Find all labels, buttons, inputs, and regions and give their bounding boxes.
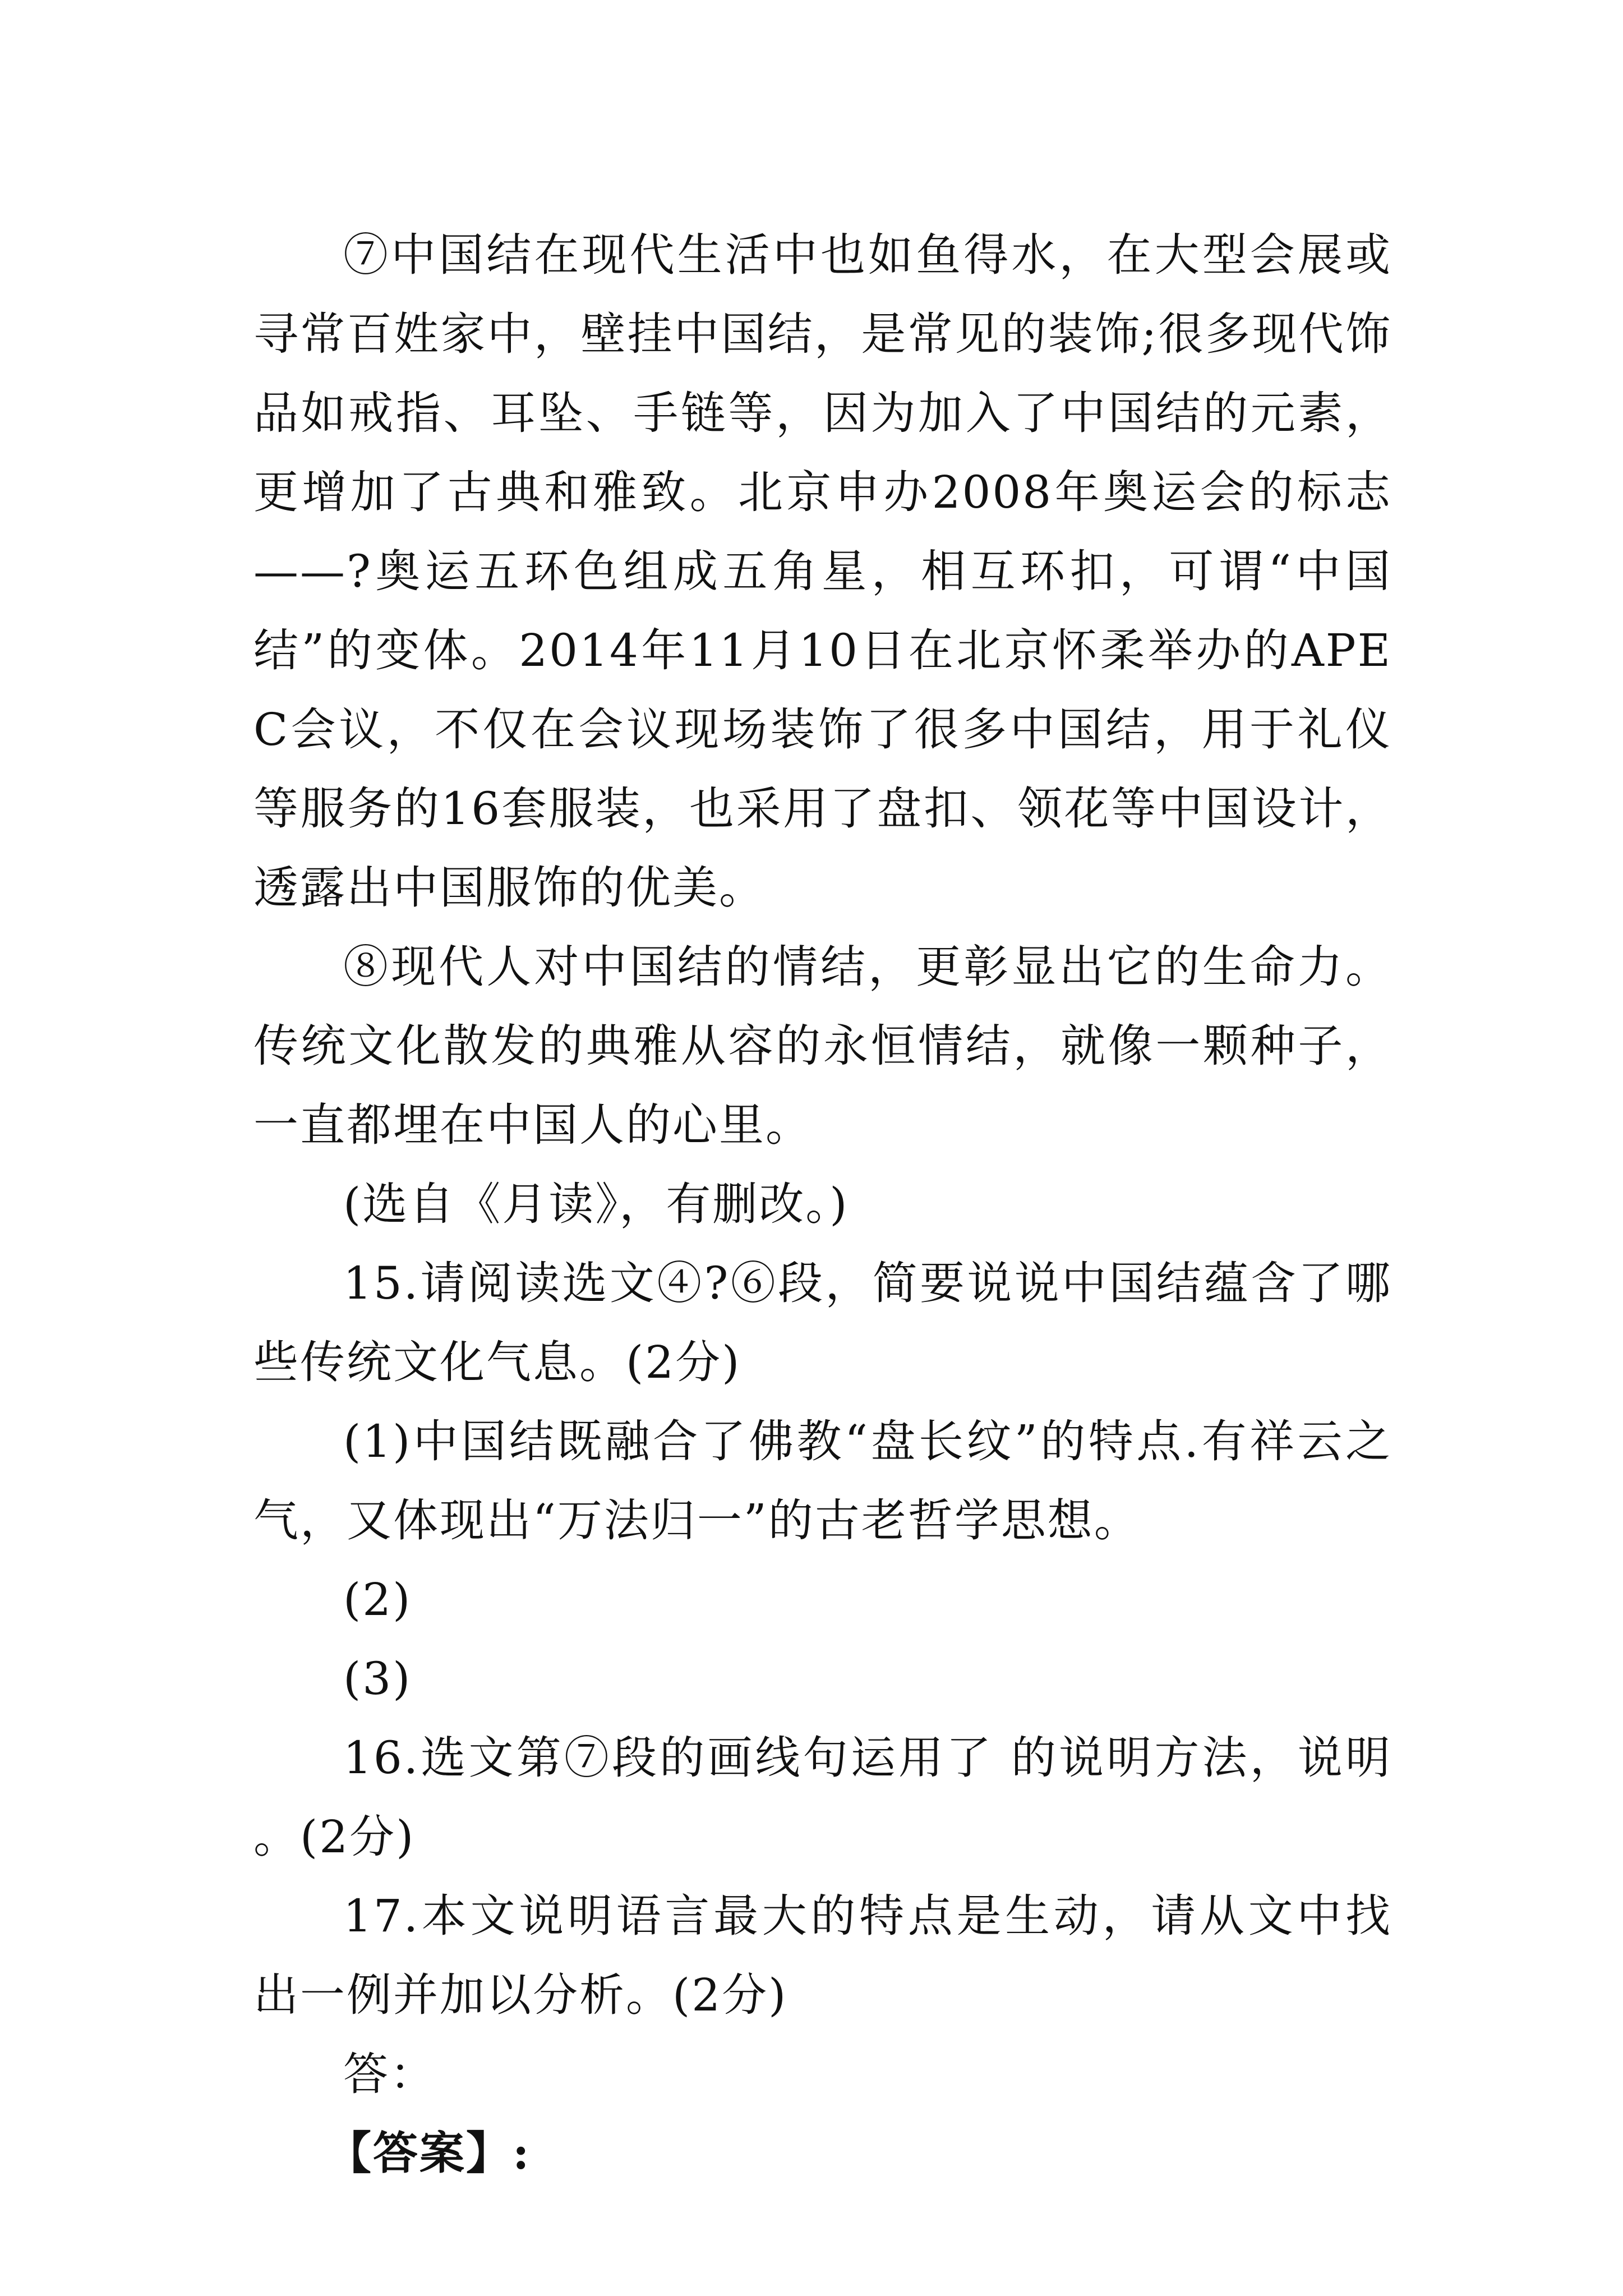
- source-note: (选自《月读》，有删改。): [343, 1178, 849, 1230]
- question-15-answer-2: (2): [343, 1573, 412, 1626]
- question-16: 16.选文第⑦段的画线句运用了 的说明方法，说明 。(2分): [253, 1732, 1392, 1863]
- question-15-answer-3: (3): [343, 1653, 412, 1705]
- answer-prompt: 答：: [343, 2048, 436, 2100]
- answer-label: 【答案】:: [326, 2127, 531, 2179]
- question-17: 17.本文说明语言最大的特点是生动，请从文中找出一例并加以分析。(2分): [253, 1890, 1392, 2021]
- question-15-answer-1: (1)中国结既融合了佛教“盘长纹”的特点.有祥云之气，又体现出“万法归一”的古老哲学思想。: [253, 1415, 1392, 1547]
- question-15: 15.请阅读选文④?⑥段，简要说说中国结蕴含了哪些传统文化气息。(2分): [253, 1257, 1392, 1388]
- paragraph-7: ⑦中国结在现代生活中也如鱼得水，在大型会展或寻常百姓家中，壁挂中国结，是常见的装饰;很多现代饰品如戒指、耳坠、手链等，因为加入了中国结的元素，更增加了古典和雅致。北京申办2008年奥运会的标志——?奥运五环色组成五角星，相互环扣，可谓“中国结”的变体。2014年11月10日在北京怀柔举办的APEC会议，不仅在会议现场装饰了很多中国结，用于礼仪等服务的16套服装，也采用了盘扣、领花等中国设计，透露出中国服饰的优美。: [253, 229, 1392, 914]
- document-body: [253, 215, 1392, 2193]
- paragraph-8: ⑧现代人对中国结的情结，更彰显出它的生命力。传统文化散发的典雅从容的永恒情结，就像一颗种子，一直都埋在中国人的心里。: [253, 941, 1392, 1151]
